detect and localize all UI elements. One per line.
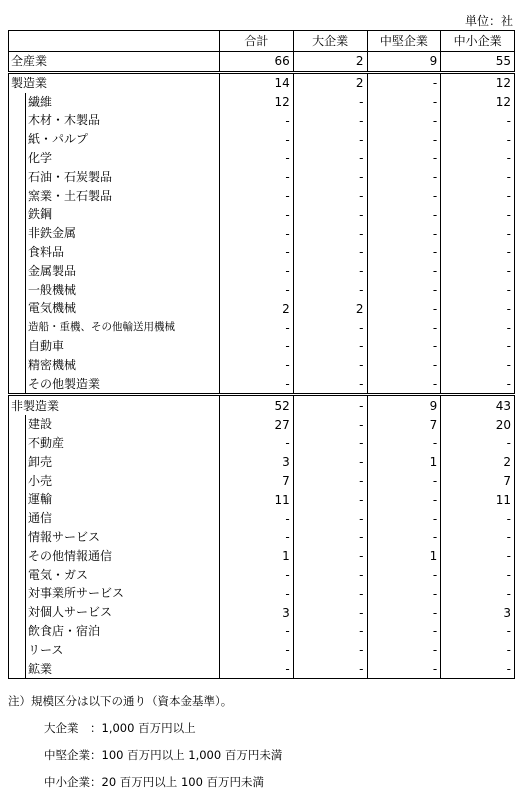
value-cell: - (293, 130, 367, 149)
value-cell: 43 (441, 395, 515, 415)
value-cell: - (293, 472, 367, 491)
value-cell: - (220, 434, 294, 453)
value-cell: - (220, 641, 294, 660)
row-label-text: 繊維 (25, 93, 217, 112)
column-header-medium: 中堅企業 (367, 31, 441, 52)
value-cell: - (441, 337, 515, 356)
value-cell: - (441, 318, 515, 337)
table-row (9, 490, 515, 509)
value-cell: - (367, 660, 441, 679)
value-cell: 66 (220, 52, 294, 73)
value-cell: - (367, 641, 441, 660)
column-header-total: 合計 (220, 31, 294, 52)
table-row (9, 375, 515, 395)
table-row (9, 262, 515, 281)
value-cell: 2 (293, 72, 367, 92)
value-cell: - (367, 262, 441, 281)
row-label (9, 187, 220, 206)
row-label (9, 660, 220, 679)
table-row (9, 205, 515, 224)
table-row (9, 415, 515, 434)
row-label-text: その他情報通信 (25, 547, 217, 566)
value-cell: 9 (367, 52, 441, 73)
table-row (9, 337, 515, 356)
value-cell: - (367, 318, 441, 337)
row-label (9, 375, 220, 395)
value-cell: - (367, 168, 441, 187)
value-cell: - (367, 566, 441, 585)
value-cell: 1 (220, 547, 294, 566)
value-cell: - (293, 281, 367, 300)
table-row (9, 547, 515, 566)
value-cell: 3 (220, 603, 294, 622)
row-label-text: 卸売 (25, 453, 217, 472)
value-cell: - (220, 356, 294, 375)
value-cell: 2 (293, 299, 367, 318)
row-label-text: 造船・重機、その他輸送用機械 (25, 318, 217, 337)
value-cell: - (220, 168, 294, 187)
value-cell: - (293, 509, 367, 528)
value-cell: - (367, 528, 441, 547)
row-label: 非製造業 (9, 395, 220, 415)
value-cell: - (293, 490, 367, 509)
value-cell: - (367, 72, 441, 92)
value-cell: 3 (220, 453, 294, 472)
table-row (9, 509, 515, 528)
value-cell: - (441, 547, 515, 566)
value-cell: - (441, 149, 515, 168)
value-cell: 12 (220, 93, 294, 112)
row-label (9, 205, 220, 224)
value-cell: - (293, 243, 367, 262)
column-header-large: 大企業 (293, 31, 367, 52)
row-label-text: 対事業所サービス (25, 584, 217, 603)
value-cell: 27 (220, 415, 294, 434)
value-cell: - (220, 584, 294, 603)
row-label (9, 584, 220, 603)
row-label (9, 243, 220, 262)
row-label (9, 453, 220, 472)
row-label-text: 対個人サービス (25, 603, 217, 622)
row-label (9, 224, 220, 243)
value-cell: - (293, 93, 367, 112)
value-cell: - (441, 205, 515, 224)
value-cell: - (441, 434, 515, 453)
row-label-text: その他製造業 (25, 375, 217, 394)
row-label-text: 非鉄金属 (25, 224, 217, 243)
row-label (9, 337, 220, 356)
value-cell: 55 (441, 52, 515, 73)
value-cell: 12 (441, 93, 515, 112)
row-label-text: 自動車 (25, 337, 217, 356)
value-cell: - (367, 434, 441, 453)
value-cell: - (441, 168, 515, 187)
value-cell: - (441, 281, 515, 300)
value-cell: - (220, 187, 294, 206)
row-label (9, 622, 220, 641)
row-label (9, 641, 220, 660)
row-label-text: 情報サービス (25, 528, 217, 547)
note-line: 大企業 ：1,000 百万円以上 (44, 721, 196, 735)
row-label-text: 化学 (25, 149, 217, 168)
table-row (9, 149, 515, 168)
table-row (9, 528, 515, 547)
row-label (9, 262, 220, 281)
value-cell: 1 (367, 453, 441, 472)
value-cell: - (367, 356, 441, 375)
value-cell: - (220, 111, 294, 130)
value-cell: - (220, 528, 294, 547)
value-cell: - (220, 243, 294, 262)
value-cell: - (220, 375, 294, 395)
value-cell: - (293, 453, 367, 472)
value-cell: - (367, 337, 441, 356)
value-cell: 2 (441, 453, 515, 472)
row-label-text: 電気・ガス (25, 566, 217, 585)
note-line: 中小企業：20 百万円以上 100 百万円未満 (44, 775, 265, 789)
row-label-text: 運輸 (25, 490, 217, 509)
value-cell: 1 (367, 547, 441, 566)
row-label (9, 490, 220, 509)
row-label (9, 566, 220, 585)
row-label (9, 149, 220, 168)
value-cell: - (367, 281, 441, 300)
row-label-text: 飲食店・宿泊 (25, 622, 217, 641)
table-row (9, 243, 515, 262)
value-cell: - (367, 584, 441, 603)
value-cell: - (441, 375, 515, 395)
value-cell: - (441, 356, 515, 375)
value-cell: - (367, 111, 441, 130)
table-row (9, 356, 515, 375)
value-cell: - (367, 472, 441, 491)
row-label: 全産業 (9, 52, 220, 73)
value-cell: - (293, 415, 367, 434)
value-cell: - (293, 584, 367, 603)
value-cell: - (220, 224, 294, 243)
value-cell: - (367, 187, 441, 206)
row-label-text: 不動産 (25, 434, 217, 453)
table-row (9, 603, 515, 622)
value-cell: - (441, 660, 515, 679)
table-row (9, 299, 515, 318)
value-cell: - (367, 490, 441, 509)
value-cell: 3 (441, 603, 515, 622)
value-cell: - (367, 130, 441, 149)
value-cell: - (293, 149, 367, 168)
row-label-text: 金属製品 (25, 262, 217, 281)
value-cell: - (293, 262, 367, 281)
row-label (9, 434, 220, 453)
row-label-text: リース (25, 641, 217, 660)
value-cell: - (293, 434, 367, 453)
table-row (9, 395, 515, 415)
value-cell: 7 (367, 415, 441, 434)
value-cell: - (220, 660, 294, 679)
value-cell: - (220, 130, 294, 149)
row-label-text: 鉄鋼 (25, 205, 217, 224)
value-cell: - (441, 111, 515, 130)
value-cell: - (367, 603, 441, 622)
value-cell: - (293, 187, 367, 206)
table-row (9, 566, 515, 585)
value-cell: - (220, 149, 294, 168)
table-row (9, 130, 515, 149)
value-cell: - (293, 547, 367, 566)
unit-label: 単位：社 (464, 14, 513, 28)
value-cell: - (293, 168, 367, 187)
value-cell: 7 (441, 472, 515, 491)
row-label: 製造業 (9, 72, 220, 92)
value-cell: 11 (220, 490, 294, 509)
table-row (9, 641, 515, 660)
value-cell: - (441, 243, 515, 262)
value-cell: 52 (220, 395, 294, 415)
row-label (9, 168, 220, 187)
row-label-text: 食料品 (25, 243, 217, 262)
value-cell: - (293, 395, 367, 415)
table-row (9, 93, 515, 112)
value-cell: - (441, 509, 515, 528)
row-label-text: 鉱業 (25, 660, 217, 679)
value-cell: - (441, 262, 515, 281)
value-cell: - (293, 224, 367, 243)
value-cell: - (293, 603, 367, 622)
row-label-text: 精密機械 (25, 356, 217, 375)
table-row (9, 224, 515, 243)
value-cell: - (367, 509, 441, 528)
value-cell: - (220, 337, 294, 356)
value-cell: - (367, 93, 441, 112)
table-row (9, 52, 515, 73)
value-cell: - (441, 187, 515, 206)
value-cell: - (220, 318, 294, 337)
value-cell: - (441, 584, 515, 603)
row-label (9, 415, 220, 434)
value-cell: - (367, 149, 441, 168)
value-cell: 2 (220, 299, 294, 318)
row-label (9, 111, 220, 130)
value-cell: - (367, 375, 441, 395)
value-cell: - (293, 356, 367, 375)
header-blank-cell (9, 31, 220, 52)
value-cell: - (293, 205, 367, 224)
value-cell: 11 (441, 490, 515, 509)
value-cell: - (367, 299, 441, 318)
value-cell: 14 (220, 72, 294, 92)
value-cell: - (293, 566, 367, 585)
value-cell: - (441, 299, 515, 318)
table-row (9, 622, 515, 641)
value-cell: 20 (441, 415, 515, 434)
value-cell: - (293, 660, 367, 679)
row-label-text: 紙・パルプ (25, 130, 217, 149)
value-cell: - (220, 509, 294, 528)
value-cell: - (367, 243, 441, 262)
value-cell: 2 (293, 52, 367, 73)
row-label (9, 130, 220, 149)
row-label (9, 299, 220, 318)
value-cell: - (293, 111, 367, 130)
value-cell: - (441, 622, 515, 641)
row-label-text: 電気機械 (25, 299, 217, 318)
table-row (9, 187, 515, 206)
row-label (9, 603, 220, 622)
value-cell: - (293, 375, 367, 395)
row-label (9, 547, 220, 566)
table-row (9, 472, 515, 491)
value-cell: - (293, 528, 367, 547)
row-label-text: 一般機械 (25, 281, 217, 300)
value-cell: 12 (441, 72, 515, 92)
value-cell: - (367, 205, 441, 224)
value-cell: - (293, 337, 367, 356)
table-row (9, 168, 515, 187)
row-label (9, 509, 220, 528)
value-cell: - (441, 528, 515, 547)
value-cell: - (220, 281, 294, 300)
value-cell: 7 (220, 472, 294, 491)
value-cell: - (293, 622, 367, 641)
row-label-text: 小売 (25, 472, 217, 491)
table-row (9, 453, 515, 472)
table-row (9, 111, 515, 130)
value-cell: - (367, 622, 441, 641)
note-line: 中堅企業：100 百万円以上 1,000 百万円未満 (44, 748, 283, 762)
value-cell: - (220, 622, 294, 641)
row-label (9, 528, 220, 547)
table-row (9, 281, 515, 300)
table-row (9, 72, 515, 92)
table-header-row (9, 31, 515, 52)
value-cell: - (293, 641, 367, 660)
value-cell: - (441, 566, 515, 585)
row-label (9, 93, 220, 112)
value-cell: - (220, 205, 294, 224)
company-count-table (8, 30, 515, 679)
row-label-text: 木材・木製品 (25, 111, 217, 130)
value-cell: - (293, 318, 367, 337)
value-cell: - (367, 224, 441, 243)
notes (8, 688, 282, 796)
row-label-text: 窯業・土石製品 (25, 187, 217, 206)
row-label (9, 356, 220, 375)
row-label-text: 建設 (25, 415, 217, 434)
row-label-text: 通信 (25, 509, 217, 528)
table-row (9, 434, 515, 453)
table-row (9, 318, 515, 337)
column-header-small: 中小企業 (441, 31, 515, 52)
value-cell: - (220, 262, 294, 281)
row-label (9, 472, 220, 491)
note-line: 注）規模区分は以下の通り（資本金基準）。 (8, 694, 233, 708)
table-row (9, 584, 515, 603)
row-label-text: 石油・石炭製品 (25, 168, 217, 187)
value-cell: - (441, 130, 515, 149)
value-cell: - (220, 566, 294, 585)
row-label (9, 281, 220, 300)
row-label (9, 318, 220, 337)
value-cell: - (441, 641, 515, 660)
table-row (9, 660, 515, 679)
value-cell: 9 (367, 395, 441, 415)
value-cell: - (441, 224, 515, 243)
